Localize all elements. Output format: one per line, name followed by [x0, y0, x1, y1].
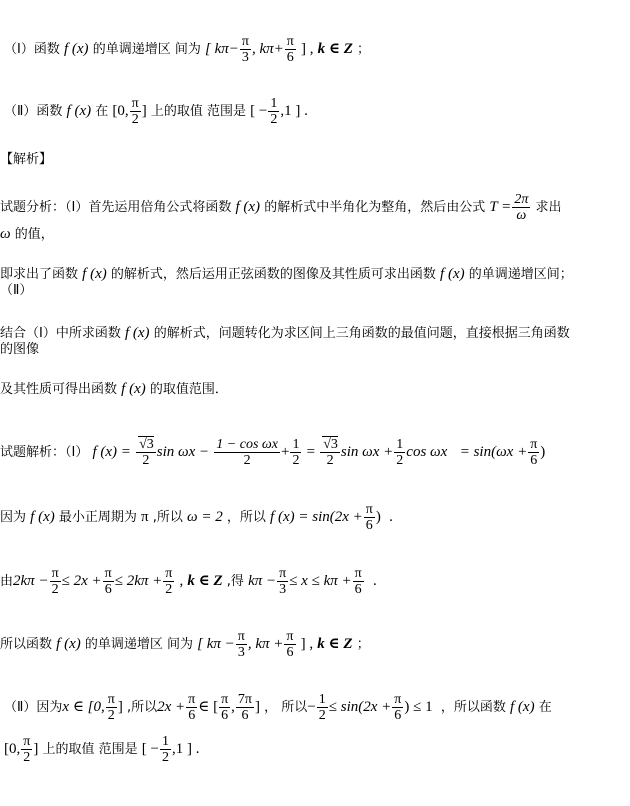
text: ，所以函数 [440, 700, 506, 715]
fraction: $\frac{\pi}{6}$ [365, 502, 373, 533]
fraction: $\frac{\pi}{6}$ [104, 566, 112, 597]
text: 的单调递增区 间为 [84, 637, 194, 652]
fx: f (x) [121, 381, 146, 397]
interval-close: ] [141, 103, 147, 119]
fraction: $\frac{\pi}{6}$ [188, 692, 196, 723]
interval-mid: , kπ + [247, 636, 284, 652]
fx: f (x) [82, 266, 107, 282]
fx: f (x) = [92, 444, 131, 460]
punct: , [179, 573, 184, 589]
solution-line-2 [0, 502, 393, 533]
analysis-line-1b [0, 226, 54, 243]
text: 即求出了函数 [0, 267, 79, 282]
term: 2x + [157, 699, 186, 715]
fraction: $\frac{\text{1 − cos ωx}}{2}$ [216, 437, 278, 468]
fraction: $\frac{\pi}{3}$ [237, 629, 245, 660]
punct: . [389, 509, 393, 525]
punct: . [372, 573, 377, 589]
fx: f (x) [440, 266, 465, 282]
analysis-title: 【解析】 [0, 152, 53, 167]
text: ,所以 [126, 700, 158, 715]
fraction: $\frac{\pi}{2}$ [23, 734, 31, 765]
solution-line-5 [4, 692, 552, 723]
text: 上的取值 范围是 [42, 742, 138, 757]
part1-text: 的单调递增区 间为 [92, 42, 201, 57]
paren: ) [540, 444, 546, 460]
range-open: [ − [141, 741, 159, 757]
text: 的值， [14, 227, 54, 242]
range-close: ,1 ] . [280, 103, 308, 119]
interval-mid: , kπ+ [251, 41, 284, 57]
op: + [281, 444, 290, 460]
fraction: $\frac{1}{2}$ [318, 692, 326, 723]
fraction: $\frac{1}{2}$ [270, 96, 278, 127]
interval-open: [0, [4, 741, 21, 757]
solution-line-3 [0, 566, 377, 597]
fraction: $\frac{\pi}{2}$ [165, 566, 173, 597]
omega: ω [0, 226, 11, 242]
fraction: $\frac{\pi}{6}$ [221, 692, 229, 723]
fraction: $\frac{2\pi}{\omega}$ [514, 192, 529, 223]
solution-line-4 [0, 629, 370, 660]
fx: f (x) [30, 509, 55, 525]
fraction: $\frac{\pi}{6}$ [286, 34, 294, 65]
term: 2kπ − [13, 573, 49, 589]
term: sin ωx + [340, 444, 394, 460]
term: ) ≤ 1 [404, 699, 433, 715]
text: 的解析式中半角化为整角，然后由公式 [264, 200, 486, 215]
interval-open: [ kπ − [197, 636, 235, 652]
formula-t: T = [489, 199, 512, 215]
fraction: $\frac{\pi}{3}$ [279, 566, 287, 597]
text: ， 所以 [264, 700, 308, 715]
term: ≤ 2kπ + [114, 573, 163, 589]
k-in-z: k ∈ Z [187, 573, 223, 589]
fraction: $\frac{√3}{2}$ [136, 437, 156, 468]
part2-label: （Ⅱ）函数 [4, 104, 63, 119]
range-open: [ − [250, 103, 268, 119]
k-in-z: k ∈ Z [317, 636, 353, 652]
term: x ∈ [0, [62, 699, 105, 715]
range-close: ,1 ] . [171, 741, 200, 757]
k-in-z: k ∈ Z [317, 41, 353, 57]
term: ≤ 2x + [61, 573, 102, 589]
text: 所以函数 [0, 637, 53, 652]
text: ,得 [226, 574, 244, 589]
fraction: $\frac{\pi}{2}$ [107, 692, 115, 723]
analysis-line-3 [0, 325, 570, 342]
interval-open: [ kπ− [204, 41, 239, 57]
text: 求出 [535, 200, 562, 215]
paren: ] [117, 699, 123, 715]
part1-line [4, 34, 370, 65]
fx: f (x) [66, 103, 92, 119]
text: 的取值范围． [149, 382, 228, 397]
fraction: $\frac{7\pi}{6}$ [237, 692, 252, 723]
term: ∈ [ [198, 699, 219, 715]
text: 的解析式，然后运用正弦函数的图像及其性质可求出函数 [110, 267, 436, 282]
text: 试题分析：（Ⅰ）首先运用倍角公式将函数 [0, 200, 232, 215]
fraction: $\frac{1}{2}$ [396, 437, 404, 468]
solution-line-1 [0, 437, 545, 468]
fraction: $\frac{\pi}{2}$ [131, 96, 139, 127]
part1-label: （Ⅰ）函数 [4, 42, 60, 57]
analysis-line-2 [0, 266, 573, 283]
text: 的单调递增区间； [468, 267, 573, 282]
term: cos ωx [406, 444, 448, 460]
fx: f (x) = sin(2x + [270, 509, 363, 525]
text: 上的取值 范围是 [150, 104, 247, 119]
pi: π [141, 509, 149, 525]
text: 及其性质可得出函数 [0, 382, 118, 397]
fx: f (x) [235, 199, 261, 215]
term: ≤ sin(2x + [328, 699, 392, 715]
punct: ； [356, 637, 370, 652]
text: ，所以 [226, 510, 266, 525]
fx: f (x) [63, 41, 89, 57]
text: （Ⅱ）因为 [4, 700, 63, 715]
text: 最小正周期为 [58, 510, 137, 525]
term: = sin(ωx + [459, 444, 528, 460]
op: − [307, 699, 316, 715]
part2-line [4, 96, 308, 127]
punct: , [231, 699, 235, 715]
interval-close: ] , [300, 636, 314, 652]
fx: f (x) [56, 636, 81, 652]
fraction: $\frac{\pi}{6}$ [530, 437, 538, 468]
interval-close: ] , [300, 41, 314, 57]
fx: f (x) [124, 325, 150, 341]
analysis-line-2b: （Ⅱ） [0, 283, 33, 298]
paren: ) [375, 509, 381, 525]
text: 结合（Ⅰ）中所求函数 [0, 326, 121, 341]
text: 在 [538, 700, 552, 715]
text: ,所以 [152, 510, 183, 525]
omega-eq: ω = 2 [187, 509, 223, 525]
analysis-line-4 [0, 381, 228, 398]
fraction: $\frac{\pi}{6}$ [354, 566, 362, 597]
paren: ] [255, 699, 260, 715]
solution-line-6 [4, 734, 199, 765]
fraction: $\frac{\pi}{6}$ [286, 629, 294, 660]
fx: f (x) [510, 699, 535, 715]
term: ≤ x ≤ kπ + [289, 573, 352, 589]
text: 的解析式，问题转化为求区间上三角函数的最值问题，直接根据三角函数 [153, 326, 570, 341]
fraction: $\frac{\pi}{6}$ [394, 692, 402, 723]
text: 因为 [0, 510, 27, 525]
punct: ； [357, 42, 371, 57]
fraction: $\frac{1}{2}$ [161, 734, 169, 765]
text: 在 [95, 104, 109, 119]
interval-open: [0, [112, 103, 129, 119]
solution-label: 试题解析：（Ⅰ） [0, 445, 89, 460]
term: kπ − [248, 573, 277, 589]
analysis-line-1 [0, 192, 561, 223]
analysis-line-3b: 的图像 [0, 342, 40, 357]
interval-close: ] [33, 741, 39, 757]
fraction: $\frac{√3}{2}$ [320, 437, 340, 468]
fraction: $\frac{1}{2}$ [292, 437, 300, 468]
op: = [306, 444, 316, 460]
fraction: $\frac{\pi}{3}$ [241, 34, 249, 65]
term: sin ωx − [156, 444, 210, 460]
fraction: $\frac{\pi}{2}$ [51, 566, 59, 597]
text: 由 [0, 574, 14, 589]
